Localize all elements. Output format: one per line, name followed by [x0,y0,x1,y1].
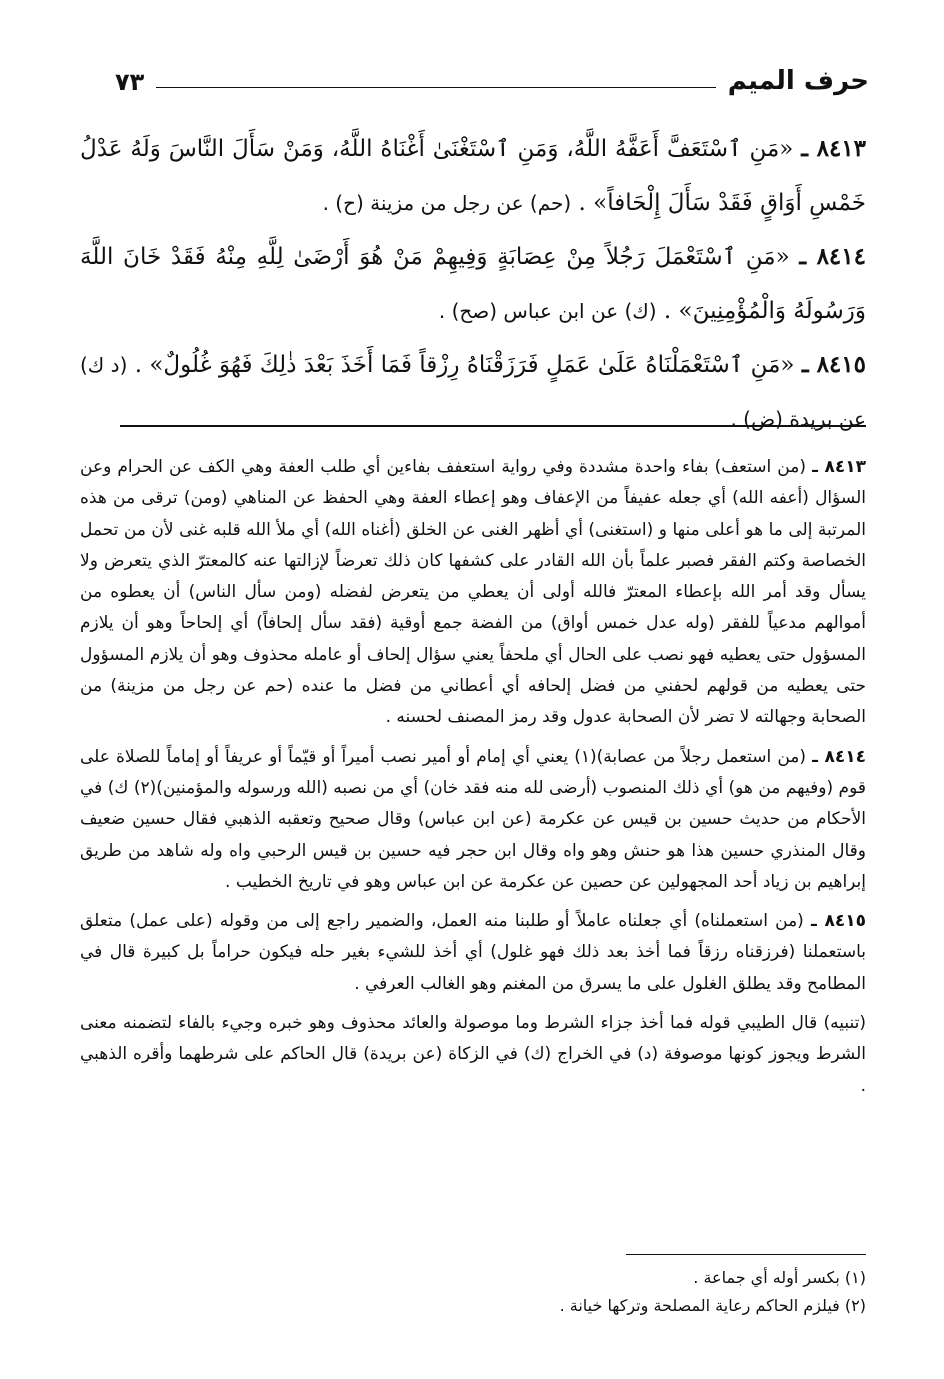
commentary-8414 [80,742,866,898]
commentary-text: (تنبيه) قال الطيبي قوله فما أخذ جزاء الشرط وما موصولة والعائد محذوف وهو خبره وجيء بالفاء لتضمنه معنى الشرط ويجوز كونها موصوفة (د) في الخراج (ك) في الزكاة (عن بريدة) قال الحاكم على شرطهما وأقره الذهبي . [80,1013,866,1096]
hadith-number: ٨٤١٥ ـ [801,351,867,378]
page-number: ٧٣ [115,68,145,96]
header-rule [156,87,715,88]
chapter-title: حرف الميم [727,66,869,96]
footnote-2: (٢) فيلزم الحاكم رعاية المصلحة وتركها خيانة . [559,1296,866,1315]
hadith-text: «مَنِ ٱسْتَعْمَلْنَاهُ عَلَىٰ عَمَلٍ فَرَزَقْنَاهُ رِزْقاً فَمَا أَخَذَ بَعْدَ ذٰلِكَ فَهُوَ غُلُولٌ» . [134,352,795,378]
footnote-1: (١) بكسر أوله أي جماعة . [693,1268,866,1287]
footnote-rule [626,1254,866,1255]
page-header [115,60,869,94]
hadith-number: ٨٤١٤ ـ [799,243,866,270]
hadith-text-section [80,122,866,446]
hadith-text: «مَنِ ٱسْتَعَفَّ أَعَفَّهُ اللَّهُ، وَمَنِ ٱسْتَغْنَىٰ أَغْنَاهُ اللَّهُ، وَمَنْ سَأَلَ النَّاسَ وَلَهُ عَدْلُ خَمْسِ أَوَاقٍ فَقَدْ سَأَلَ إِلْحَافاً» . [80,136,866,216]
hadith-source: (ك) عن ابن عباس (صح) . [438,299,657,323]
commentary-text: (من استعملناه) أي جعلناه عاملاً أو طلبنا منه العمل، والضمير راجع إلى من وقوله (على عمل) متعلق باستعملنا (فرزقناه رزقاً فما أخذ بعد ذلك فهو غلول) أي أخذ للشيء بغير حله فيكون حراماً بل كبيرة قال في المطامح وقد يطلق الغلول على ما يسرق من المغنم وهو الغالب العرفي . [80,911,866,994]
hadith-number: ٨٤١٣ ـ [801,135,867,162]
hadith-text: «مَنِ ٱسْتَعْمَلَ رَجُلاً مِنْ عِصَابَةٍ وَفِيهِمْ مَنْ هُوَ أَرْضَىٰ لِلَّهِ مِنْهُ فَقَدْ خَانَ اللَّهَ وَرَسُولَهُ وَالْمُؤْمِنِينَ» . [80,244,866,324]
hadith-8413 [80,122,866,230]
hadith-source: (حم) عن رجل من مزينة (ح) . [322,191,572,215]
commentary-section [80,452,866,1110]
footnotes [80,1264,866,1320]
hadith-8415 [80,338,866,446]
commentary-note [80,1008,866,1102]
commentary-number: ٨٤١٣ ـ [812,457,867,477]
hadith-8414 [80,230,866,338]
commentary-text: (من استعف) بفاء واحدة مشددة وفي رواية استعفف بفاءين أي طلب العفة وهي الكف عن الحرام وعن السؤال (أعفه الله) أي جعله عفيفاً من الإعفاف وهو إعطاء العفة وهي الحفظ عن المناهي (ومن) ترقى من هذه المرتبة إلى ما هو أعلى منها و (استغنى) أي أظهر الغنى عن الخلق (أغناه الله) أي ملأ الله قلبه غنى لأن من تحمل الخصاصة وكتم الفقر فصبر علماً بأن الله القادر على كشفها كان ذلك تعرضاً لإزالتها عنه كالمعترّ الذي يتعرض ولا يسأل وقد أمر الله بإعطاء المعترّ فالله أولى أن يعطي من يتعرض لفضله (ومن سأل الناس) أن يعطوه من أموالهم مدعياً للفقر (وله عدل خمس أواق) من الفضة جمع أوقية (فقد سأل إلحافاً) أي إلحاحاً وهو أن يلازم المسؤول حتى يعطيه فهو نصب على الحال أي ملحفاً يعني سؤال إلحاف أو عامله محذوف وهو أن يلازم المسؤول حتى يعطيه من قولهم لحفني من فضل إلحافه أي أعطاني من فضل ما عنده (حم عن رجل من مزينة) من الصحابة وجهالته لا تضر لأن الصحابة عدول وقد رمز المصنف لحسنه . [80,457,866,728]
hadith-source: (د ك) عن بريدة (ض) . [80,353,866,431]
commentary-8413 [80,452,866,734]
commentary-8415 [80,906,866,1000]
commentary-number: ٨٤١٥ ـ [810,911,866,932]
commentary-number: ٨٤١٤ ـ [812,746,866,767]
section-divider [120,425,866,427]
commentary-text: (من استعمل رجلاً من عصابة)(١) يعني أي إمام أو أمير نصب أميراً أو قيّماً أو عريفاً أو إماماً للصلاة على قوم (وفيهم من هو) أي ذلك المنصوب (أرضى لله منه فقد خان) أي من نصبه (الله ورسوله والمؤمنين)(٢) ك) في الأحكام من حديث حسين بن قيس عن عكرمة (عن ابن عباس) وقال صحيح وتعقبه الذهبي فقال حسين ضعيف وقال المنذري حسين هذا هو حنش وهو واه وقال ابن حجر فيه حسين بن قيس الرحبي واه وله شاهد من طريق إبراهيم بن زياد أحد المجهولين عن حصين عن عكرمة عن ابن عباس وهو في تاريخ الخطيب . [80,746,866,892]
